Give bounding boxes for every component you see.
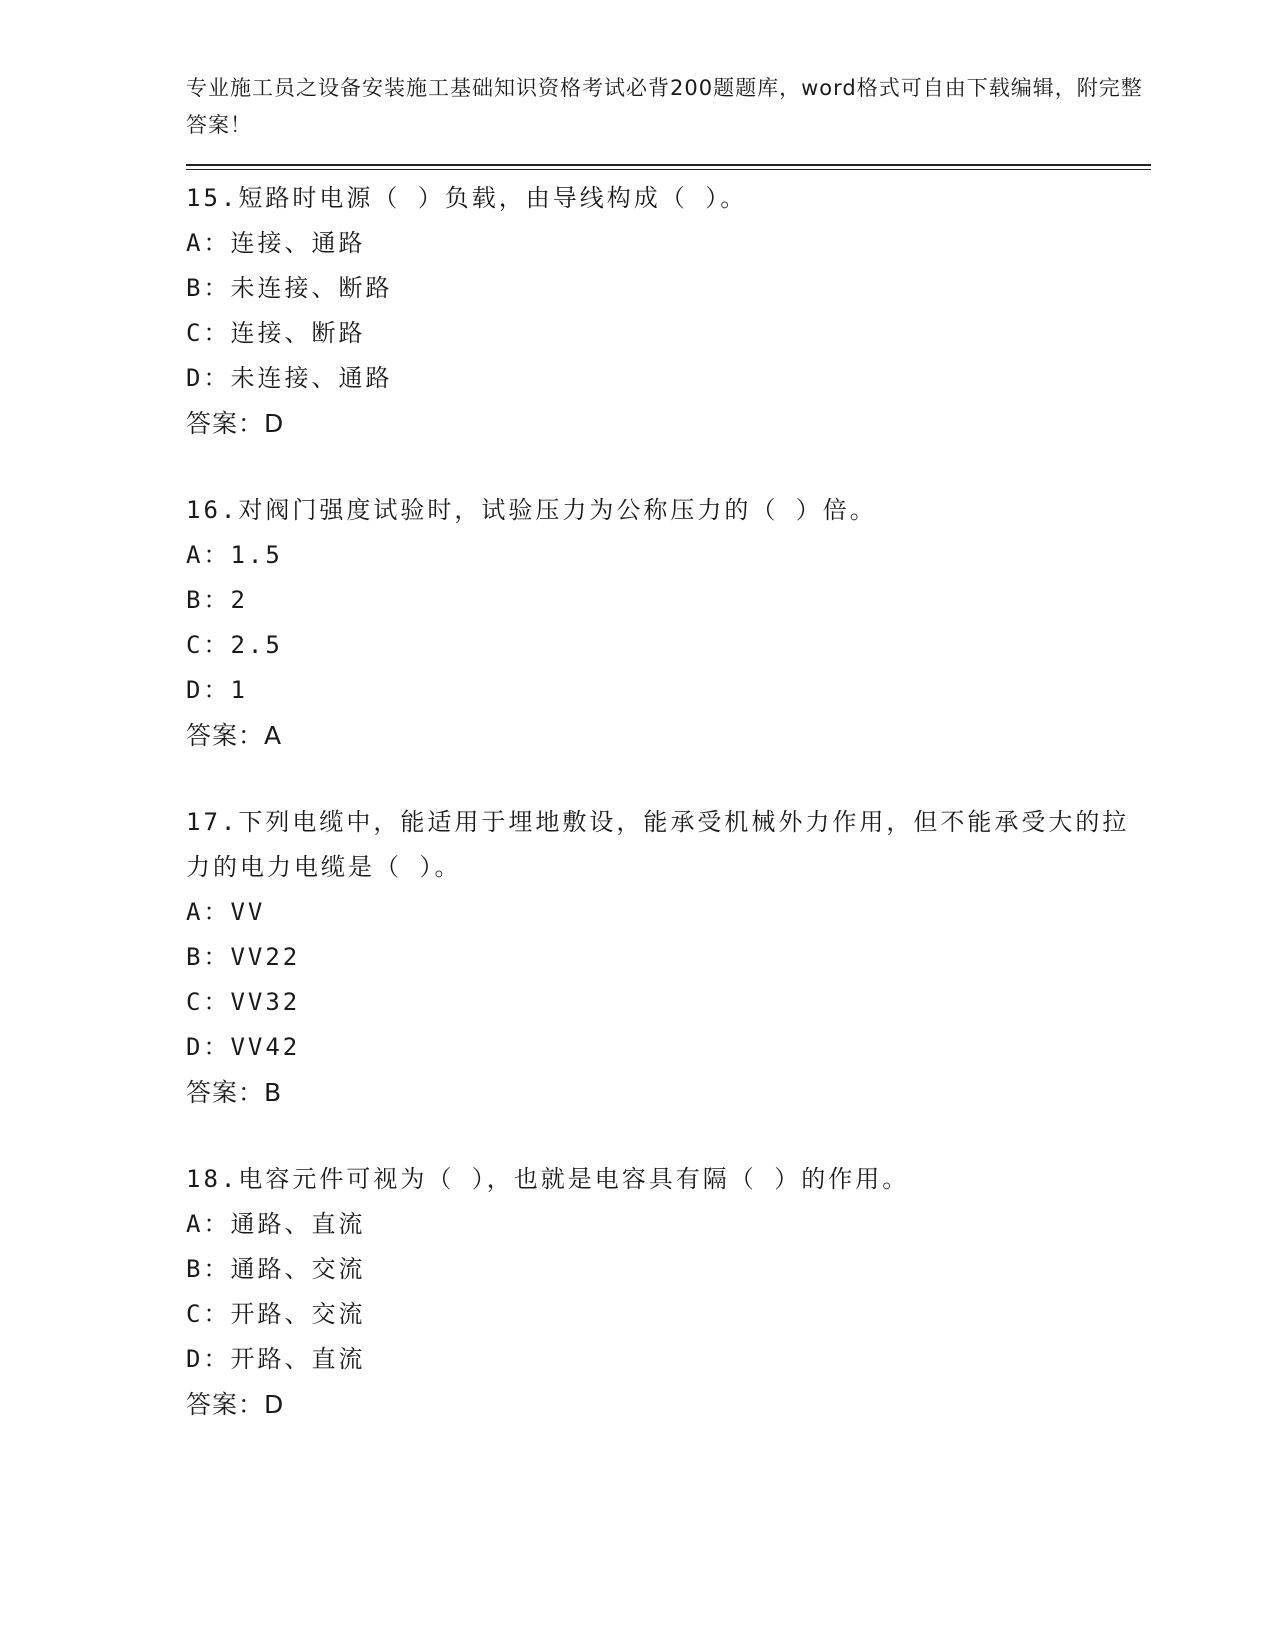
- option-d: D：开路、直流: [186, 1345, 366, 1373]
- answer-line: 答案：D: [186, 409, 285, 438]
- option-a: A：1.5: [186, 541, 283, 569]
- answer-line: 答案：B: [186, 1078, 283, 1107]
- document-header: 专业施工员之设备安装施工基础知识资格考试必背200题题库，word格式可自由下载编辑，附完整答案！: [186, 76, 1143, 137]
- answer-line: 答案：D: [186, 1390, 285, 1419]
- header-divider: [186, 164, 1151, 170]
- question-stem: 17.下列电缆中，能适用于埋地敷设，能承受机械外力作用，但不能承受大的拉力的电力电缆是（ ）。: [186, 808, 1130, 881]
- option-c: C：开路、交流: [186, 1300, 366, 1328]
- option-b: B：VV22: [186, 943, 301, 971]
- question-18: [186, 1157, 1151, 1427]
- option-a: A：通路、直流: [186, 1210, 366, 1238]
- option-d: D：未连接、通路: [186, 364, 393, 392]
- option-b: B：未连接、断路: [186, 274, 393, 302]
- question-17: [186, 800, 1151, 1115]
- question-stem: 18.电容元件可视为（ ），也就是电容具有隔（ ）的作用。: [186, 1165, 910, 1193]
- option-c: C：2.5: [186, 631, 283, 659]
- option-c: C：连接、断路: [186, 319, 366, 347]
- question-stem: 16.对阀门强度试验时，试验压力为公称压力的（ ）倍。: [186, 496, 877, 524]
- option-a: A：VV: [186, 898, 266, 926]
- document-page: [186, 70, 1151, 1427]
- option-c: C：VV32: [186, 988, 301, 1016]
- question-16: [186, 488, 1151, 758]
- option-a: A：连接、通路: [186, 229, 366, 257]
- option-b: B：2: [186, 586, 248, 614]
- option-d: D：1: [186, 676, 248, 704]
- question-15: [186, 176, 1151, 446]
- answer-line: 答案：A: [186, 721, 283, 750]
- question-stem: 15.短路时电源（ ）负载，由导线构成（ ）。: [186, 184, 748, 212]
- option-d: D：VV42: [186, 1033, 301, 1061]
- option-b: B：通路、交流: [186, 1255, 366, 1283]
